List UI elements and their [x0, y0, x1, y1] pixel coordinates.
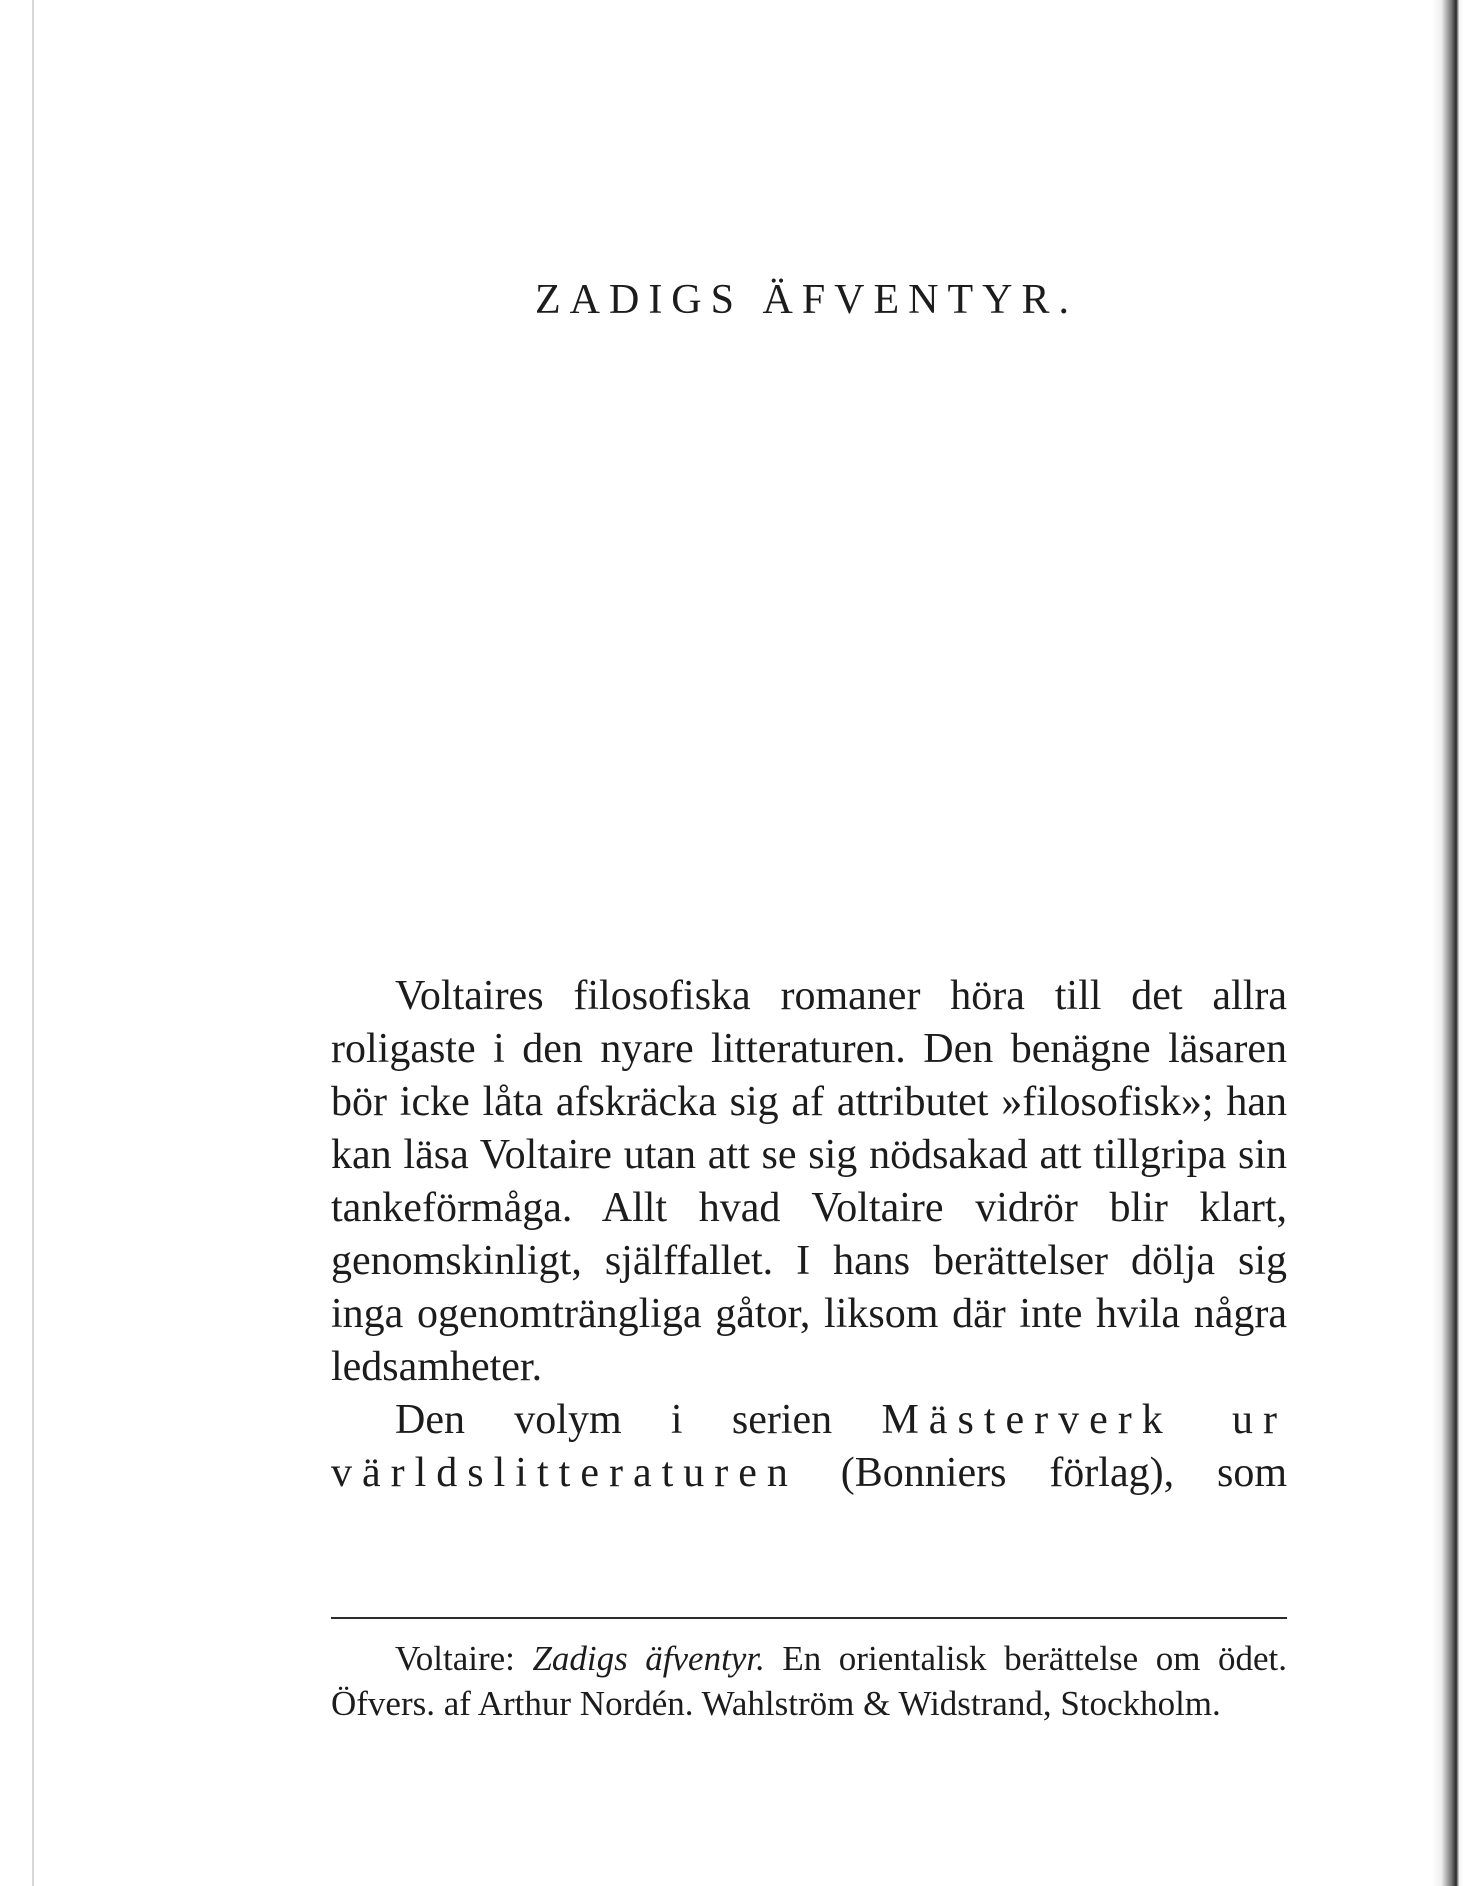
- body-text: [331, 970, 1287, 1500]
- paragraph-2: [331, 1394, 1287, 1500]
- paragraph-1: Voltaires filosofiska romaner höra till det allra roligaste i den nyare litteraturen. Den benägne läsaren bör icke låta afskräcka sig af attributet »filosofisk»; han kan läsa Voltaire utan att se sig nödsakad att tillgripa sin tankeförmåga. Allt hvad Voltaire vidrör blir klart, genomskinligt, själffallet. I hans berättelser dölja sig inga ogenomträngliga gåtor, liksom där inte hvila några ledsamheter.: [331, 973, 1287, 1390]
- footnote-work-title: Zadigs äfventyr.: [532, 1639, 765, 1678]
- series-name: Mästerverk ur världslitteraturen: [331, 1397, 1287, 1496]
- page-edge-shadow: [32, 0, 34, 1886]
- footnote-author: Voltaire:: [395, 1639, 515, 1678]
- binding-shadow: [1432, 0, 1463, 1886]
- footnote-divider: [331, 1617, 1287, 1619]
- paragraph-2-end: (Bonniers förlag), som: [797, 1450, 1287, 1496]
- paragraph-2-start: Den volym i serien: [395, 1397, 882, 1443]
- chapter-title: ZADIGS ÄFVENTYR.: [535, 277, 1078, 323]
- footnote-details: En orientalisk berättelse om ödet. Öfvers. af Arthur Nordén. Wahlström & Widstrand, Stockholm.: [331, 1639, 1288, 1723]
- footnote: [331, 1636, 1287, 1726]
